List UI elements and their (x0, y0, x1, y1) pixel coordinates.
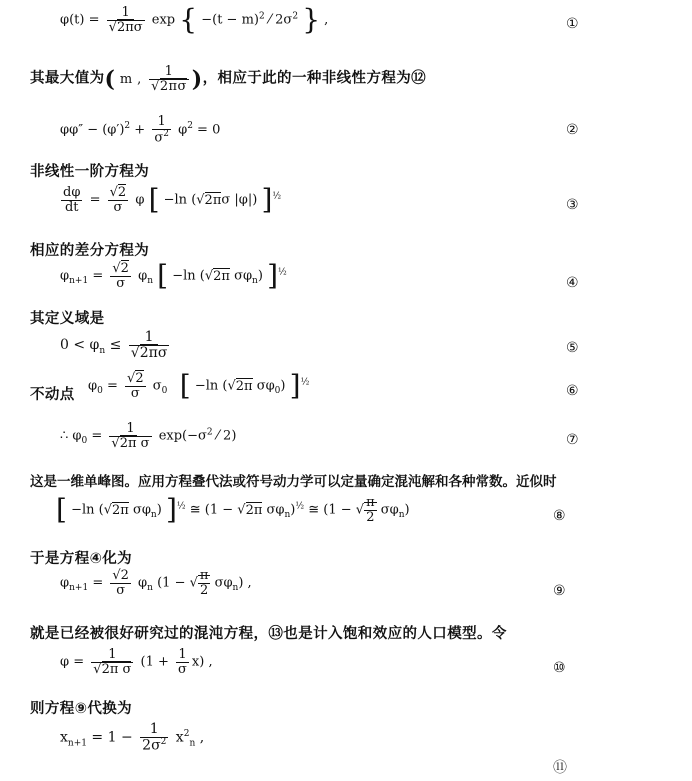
text-max-value: 其最大值为( m , $\frac{1}{√2\pi\sigma}$ )，相应于此的一种非线性方程为⑫ (30, 64, 427, 94)
equation-6: $\varphi_0$ = $\frac{√2}{\sigma}$ $\sigma_0$ [ −ln (√2π $\sigma\varphi_0$) ]$^{\frac{1}{2}}$ (88, 369, 310, 403)
eq-number-9: ⑨ (553, 583, 566, 599)
eq-number-7: ⑦ (566, 432, 579, 448)
eq-number-6: ⑥ (566, 383, 579, 399)
eq-number-1: ① (566, 16, 579, 32)
text-substitution: 则方程⑨代换为 (30, 701, 133, 717)
equation-5: $0 < \varphi_n$ ≤ $\frac{1}{√2\pi\sigma}$ (60, 329, 168, 361)
equation-1: φ(t) = $\frac{1}{√2\pi\sigma}$ exp { $-(t - m)^2$ ⁄ $2\sigma^2$ } , (60, 3, 329, 37)
eq-number-3: ③ (566, 197, 579, 213)
text-fixed-point: 不动点 (30, 387, 75, 403)
eq-number-8: ⑧ (553, 508, 566, 524)
text-unimodal: 这是一维单峰图。应用方程叠代法或符号动力学可以定量确定混沌解和各种常数。近似时 (30, 474, 557, 490)
equation-7: ∴ $\varphi_0$ = $\frac{1}{\text{√2π σ}}$ $\exp(-\sigma^2$ ⁄ 2) (60, 421, 237, 451)
equation-8: [ −ln (√2π $\sigma\varphi_n$) ]$^{\frac{1}{2}}$ ≅ (1 − √2π $\sigma\varphi_n)^{\frac{1}{2}}$ ≅ (1 − √ $\frac{\pi}{2}$ $\sigma\varphi_n$) (56, 493, 410, 527)
text-chaotic: 就是已经被很好研究过的混沌方程，⑬也是计入饱和效应的人口模型。令 (30, 626, 507, 642)
equation-3: $\frac{d\varphi}{dt}$ = $\frac{√2}{\sigma}$ φ [ −ln (√2πσ |φ|) ]$^{\frac{1}{2}}$ (63, 183, 282, 217)
text-domain: 其定义域是 (30, 311, 105, 327)
equation-11: $x_{n+1} = 1$ − $\frac{1}{2\sigma^2}$ $x^2_n$ , (60, 721, 205, 754)
equation-10: φ = $\frac{1}{\text{√2π σ}}$ (1 + $\frac{1}{\sigma}$ x) , (60, 647, 213, 677)
text-first-order: 非线性一阶方程为 (30, 164, 150, 180)
equation-9: $\varphi_{n+1}$ = $\frac{√2}{\sigma}$ $\varphi_n$ (1 − √ $\frac{\pi}{2}$ $\sigma\varphi_n$) , (60, 568, 252, 598)
eq-number-11: ⑪ (553, 760, 567, 776)
equation-4: $\varphi_{n+1}$ = $\frac{√2}{\sigma}$ $\varphi_n$ [ −ln (√2π $\sigma\varphi_n$) ]$^{\frac{1}{2}}$ (60, 259, 287, 293)
eq-number-2: ② (566, 122, 579, 138)
text-max-value-suffix: ，相应于此的一种非线性方程为⑫ (202, 70, 427, 87)
equation-2: $\varphi\varphi'' - (\varphi')^2$ + $\frac{1}{\sigma^2}$ $\varphi^2 = 0$ (60, 114, 221, 145)
text-difference: 相应的差分方程为 (30, 243, 150, 259)
eq-number-5: ⑤ (566, 340, 579, 356)
eq-number-4: ④ (566, 275, 579, 291)
eq-number-10: ⑩ (553, 660, 566, 676)
text-max-value-label: 其最大值为 (30, 70, 105, 87)
text-becomes: 于是方程④化为 (30, 551, 133, 567)
